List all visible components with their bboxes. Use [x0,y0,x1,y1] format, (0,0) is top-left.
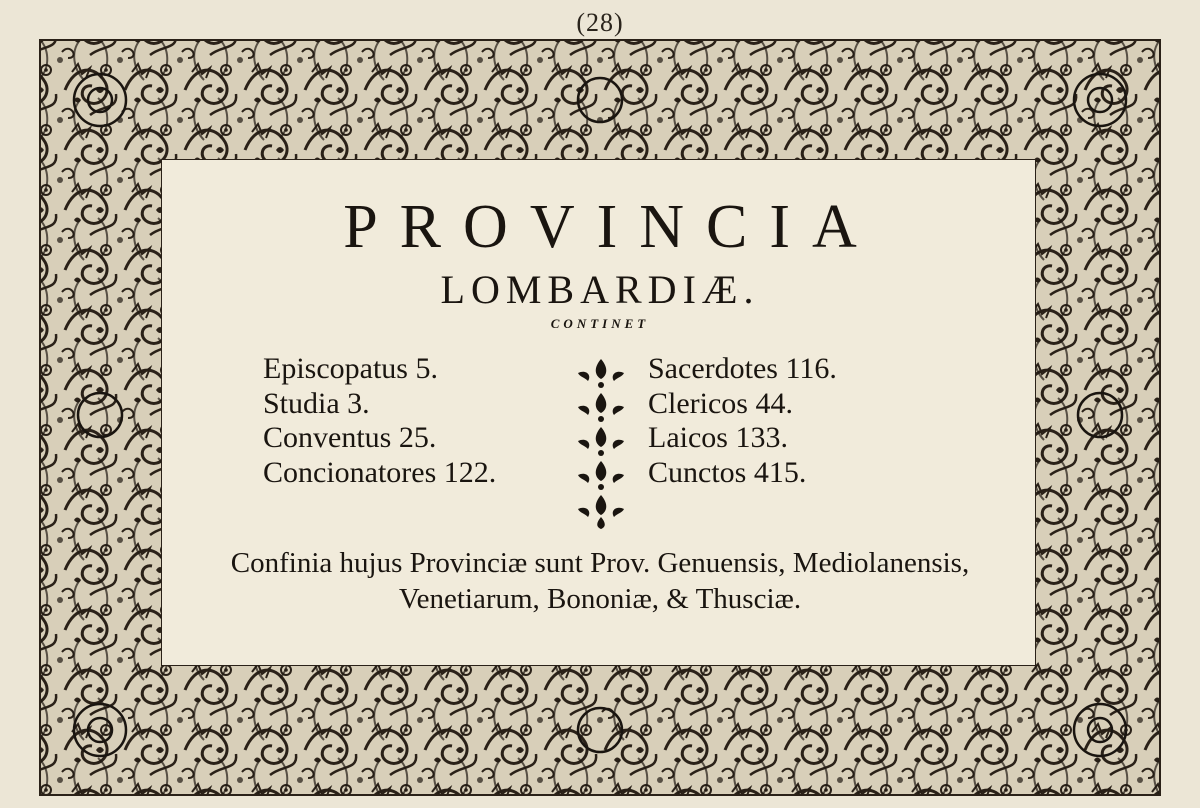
page-number: (28) [576,8,624,37]
stat-value: 44. [755,386,793,420]
title-lombardiae: LOMBARDIÆ. [440,267,760,312]
stat-label: Episcopatus [263,352,408,385]
stat-value: 25. [398,421,437,454]
stat-value: 5. [415,352,438,385]
stat-row-laicos [648,421,837,456]
stat-label: Clericos [648,386,748,420]
stat-label: Concionatores [263,455,437,489]
stat-row-sacerdotes [648,352,837,387]
fleuron-ornament-column [570,355,632,530]
confinia-line-1: Confinia hujus Provinciæ sunt Prov. Genuensis, Mediolanensis, [230,547,970,579]
stat-row-studia [263,387,496,422]
stats-left-column [263,352,496,490]
subtitle-continet: CONTINET [550,316,650,331]
stat-row-concionatores [263,456,496,491]
stat-label: Studia [263,386,340,420]
stat-label: Cunctos [648,455,747,489]
stat-value: 116. [785,352,837,385]
stat-row-episcopatus [263,352,496,387]
confinia-line-2: Venetiarum, Bononiæ, & Thusciæ. [398,583,802,615]
stat-value: 122. [443,455,497,489]
stat-row-cunctos [648,456,837,491]
stat-value: 133. [735,421,788,454]
stat-label: Laicos [648,421,728,454]
stat-label: Sacerdotes [648,352,778,385]
stat-value: 415. [753,455,807,489]
title-provincia: PROVINCIA [343,193,879,261]
stat-row-conventus [263,421,496,456]
stat-value: 3. [347,386,370,420]
stats-right-column [648,352,837,490]
fleuron-icon [578,359,624,388]
confinia-paragraph [0,545,1200,617]
stat-row-clericos [648,387,837,422]
stat-label: Conventus [263,421,392,454]
